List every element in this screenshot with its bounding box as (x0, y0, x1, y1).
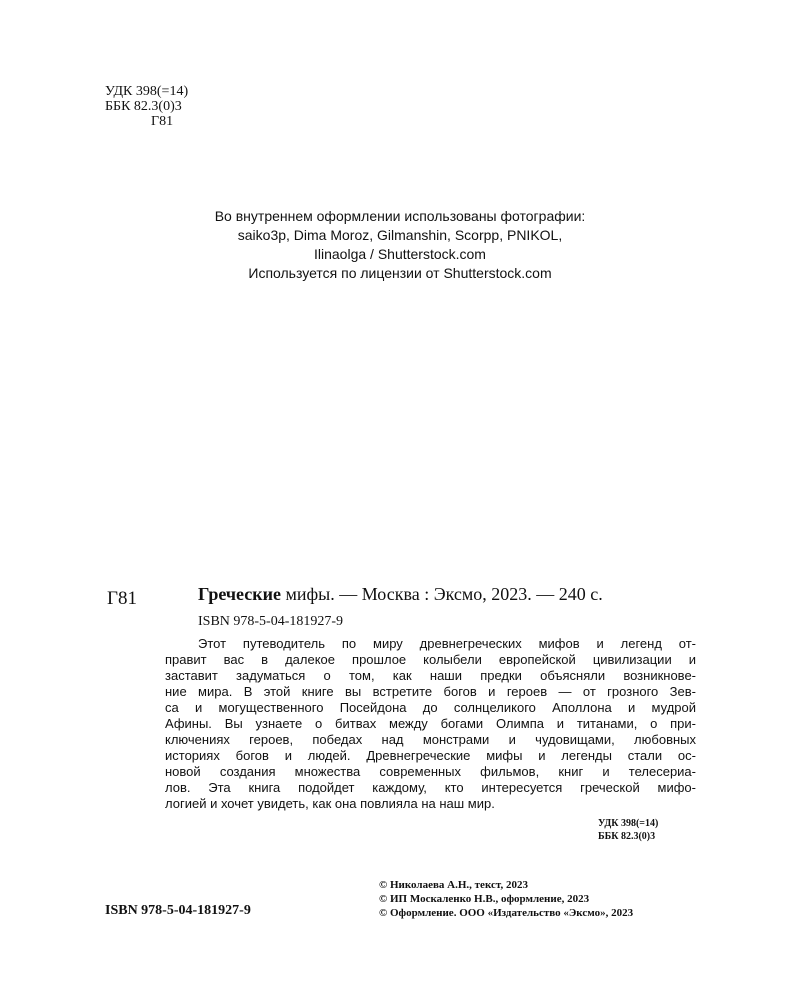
copyright-block (379, 878, 633, 920)
bbk-code: ББК 82.3(0)3 (105, 99, 182, 114)
annotation-line: Афины. Вы узнаете о битвах между богами Олимпа и титанами, о при- (165, 716, 696, 731)
record-bbk-code: ББК 82.3(0)3 (598, 831, 656, 842)
copyright-line: © Николаева А.Н., текст, 2023 (379, 879, 528, 891)
annotation-line: правит вас в далекое прошлое колыбели европейской цивилизации и (165, 652, 696, 667)
annotation-line: са и могущественного Посейдона до солнцеликого Аполлона и мудрой (165, 700, 696, 715)
annotation-line: Этот путеводитель по миру древнегреческих мифов и легенд от- (198, 636, 696, 651)
annotation-line: ние мира. В этой книге вы встретите богов и героев — от грозного Зев- (165, 684, 696, 699)
record-codes (598, 817, 658, 843)
annotation-line: историях богов и людей. Древнегреческие мифы и легенды стали ос- (165, 748, 696, 763)
author-mark: Г81 (107, 588, 137, 609)
annotation-line: новой создания множества современных фильмов, книг и телесериа- (165, 764, 696, 779)
copyright-line: © ИП Москаленко Н.В., оформление, 2023 (379, 893, 590, 905)
record-udk-code: УДК 398(=14) (598, 818, 659, 829)
isbn-record: ISBN 978-5-04-181927-9 (198, 614, 344, 629)
isbn-bottom: ISBN 978-5-04-181927-9 (105, 903, 251, 918)
book-title-bold: Греческие (198, 584, 281, 604)
annotation-line: заставит задуматься о том, как наши предки объясняли возникнове- (165, 668, 696, 683)
classification-block (105, 84, 188, 129)
photo-credits-line: Во внутреннем оформлении использованы фотографии: (214, 208, 586, 224)
udk-code: УДК 398(=14) (105, 84, 189, 99)
author-mark-top: Г81 (151, 114, 174, 129)
photo-credits-line: Используется по лицензии от Shutterstock.com (248, 265, 552, 281)
annotation-paragraph (165, 636, 696, 812)
annotation-line: лов. Эта книга подойдет каждому, кто интересуется греческой мифо- (165, 780, 696, 795)
photo-credits-line: saiko3p, Dima Moroz, Gilmanshin, Scorpp, PNIKOL, (237, 227, 563, 243)
annotation-line: ключениях героев, победах над монстрами и чудовищами, любовных (165, 732, 696, 747)
annotation-line: логией и хочет увидеть, как она повлияла на наш мир. (165, 796, 495, 811)
bibliographic-title (198, 584, 603, 605)
copyright-line: © Оформление. ООО «Издательство «Эксмо», 2023 (379, 907, 634, 919)
book-title-rest: мифы. — Москва : Эксмо, 2023. — 240 с. (280, 584, 603, 604)
photo-credits (100, 207, 700, 283)
photo-credits-line: Ilinaolga / Shutterstock.com (314, 246, 486, 262)
